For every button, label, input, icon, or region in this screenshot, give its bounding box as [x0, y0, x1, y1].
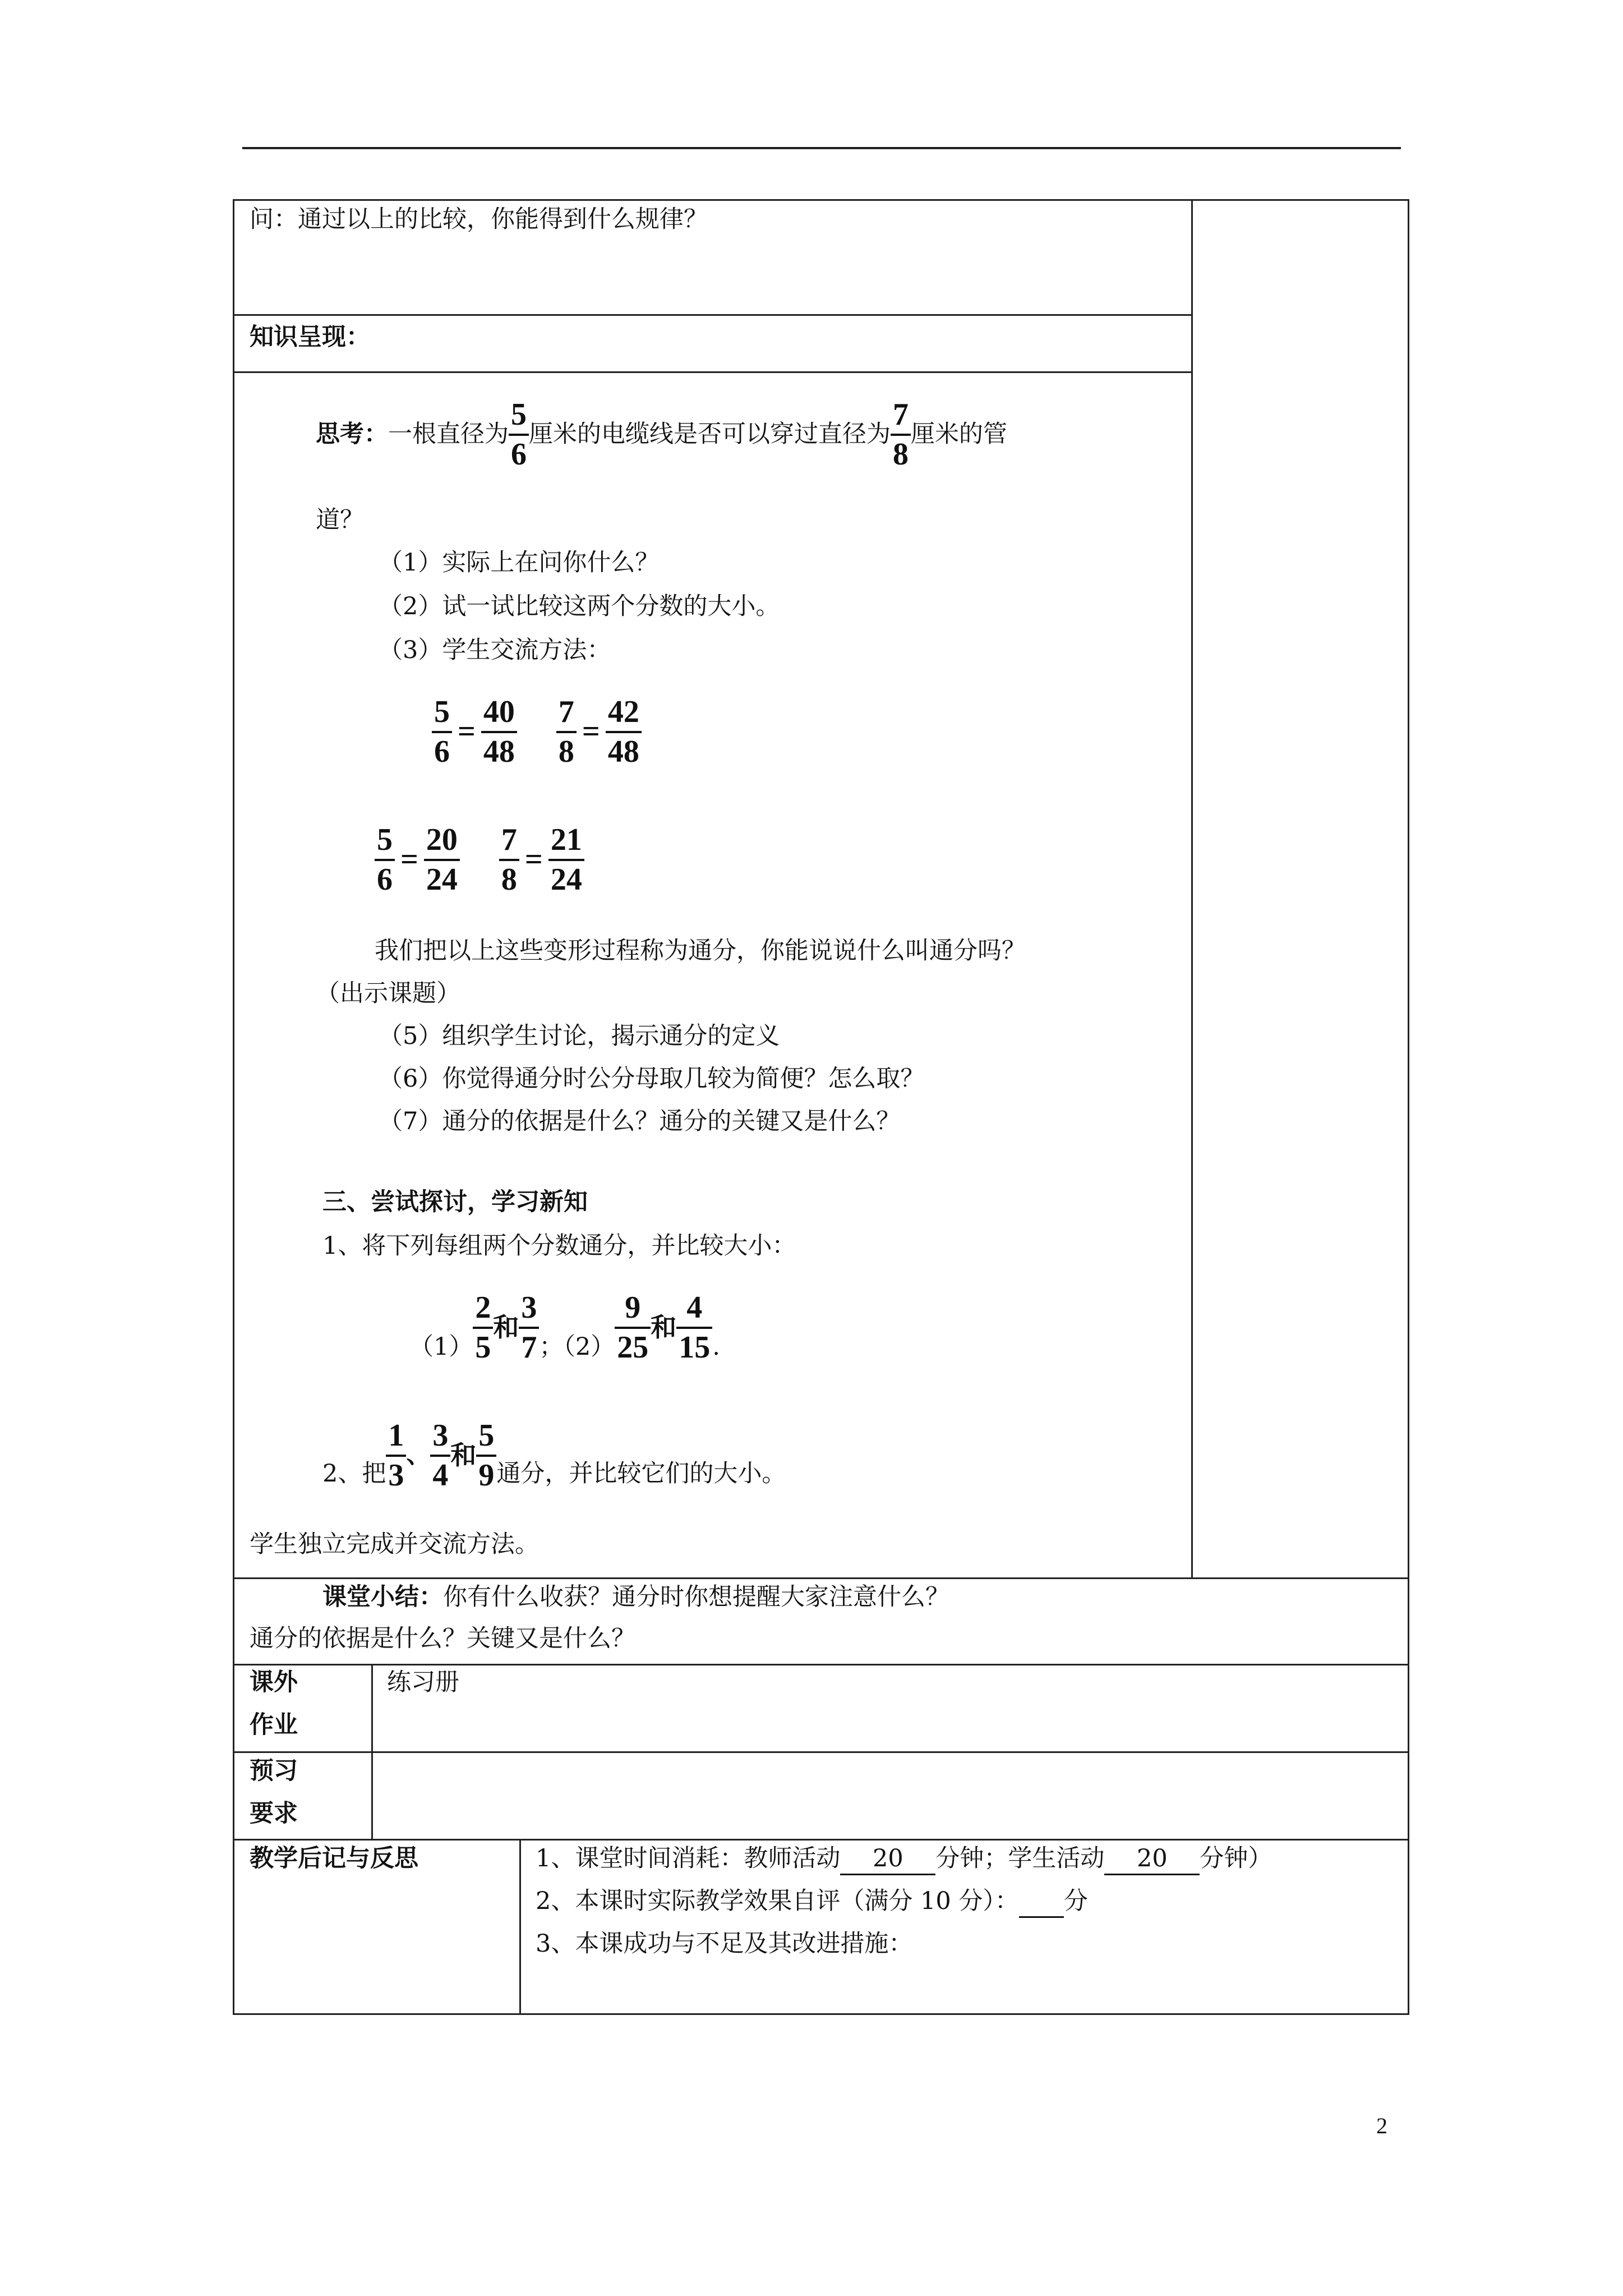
summary-label: 课堂小结： — [322, 1583, 443, 1611]
equals-sign: = — [524, 842, 543, 877]
reflection-line-2 — [536, 1887, 1088, 1918]
reflection-line-1 — [536, 1844, 1272, 1875]
fraction-7-8 — [891, 398, 911, 471]
fraction-denominator: 48 — [607, 734, 639, 769]
fraction-numerator: 7 — [558, 694, 574, 729]
equation-row-1 — [432, 696, 642, 769]
fraction-numerator: 42 — [607, 694, 639, 729]
score-text-b: 分 — [1063, 1887, 1088, 1915]
and-word: 和 — [651, 1312, 677, 1343]
equals-sign: = — [400, 842, 418, 877]
fraction-numerator: 40 — [483, 694, 515, 729]
fraction-denominator: 6 — [434, 734, 450, 769]
fraction-denominator: 6 — [377, 862, 393, 897]
row-divider-summary — [233, 1577, 1409, 1579]
think-continuation: 道？ — [316, 506, 364, 534]
dun-mark: 、 — [406, 1441, 431, 1469]
row-divider-question — [233, 314, 1193, 316]
fraction-numerator: 7 — [501, 822, 517, 857]
step-5: （5）组织学生讨论，揭示通分的定义 — [379, 1022, 780, 1050]
section-3-title: 三、尝试探讨，学习新知 — [322, 1188, 588, 1216]
summary-line-2: 通分的依据是什么？关键又是什么？ — [250, 1625, 635, 1653]
fraction-numerator: 9 — [625, 1290, 641, 1325]
think-line — [316, 398, 1007, 471]
preview-label-1: 预习 — [250, 1757, 298, 1785]
time-text-a: 1、课堂时间消耗：教师活动 — [536, 1844, 841, 1872]
row-divider-reflection — [233, 1839, 1409, 1841]
think-part1: 一根直径为 — [388, 420, 509, 448]
reflection-label-divider — [519, 1839, 521, 2015]
think-part3: 厘米的管 — [911, 420, 1007, 448]
and-word: 和 — [450, 1440, 477, 1471]
fraction — [556, 696, 577, 769]
question-text: 问：通过以上的比较，你能得到什么规律？ — [250, 205, 708, 233]
fraction — [548, 823, 584, 896]
equals-sign: = — [458, 714, 476, 749]
exercise-2-suffix: 通分，并比较它们的大小。 — [496, 1460, 786, 1488]
fraction — [499, 823, 519, 896]
equation-row-2 — [375, 823, 584, 896]
fraction-denominator: 24 — [550, 862, 582, 897]
reflection-label: 教学后记与反思 — [250, 1844, 418, 1872]
fraction-denominator: 24 — [426, 862, 458, 897]
exercise-2 — [322, 1419, 786, 1492]
knowledge-heading: 知识呈现： — [250, 323, 370, 351]
think-part2: 厘米的电缆线是否可以穿过直径为 — [529, 420, 891, 448]
teacher-minutes-field: 20 — [840, 1844, 935, 1875]
fraction-denominator: 8 — [893, 436, 909, 472]
tongfen-paragraph-cont: （出示课题） — [316, 979, 460, 1007]
fraction-numerator: 5 — [478, 1418, 495, 1453]
and-word: 和 — [493, 1312, 519, 1343]
think-label: 思考： — [316, 420, 388, 448]
fraction-numerator: 7 — [893, 397, 909, 432]
exercise-label-1: （1） — [409, 1333, 473, 1361]
student-minutes-field: 20 — [1104, 1844, 1200, 1875]
exercise-1-text: 1、将下列每组两个分数通分，并比较大小： — [322, 1232, 796, 1260]
exercise-2-prefix: 2、把 — [322, 1460, 386, 1488]
summary-text-1: 你有什么收获？通分时你想提醒大家注意什么？ — [443, 1583, 949, 1611]
fraction-numerator: 5 — [434, 694, 450, 729]
preview-label-2: 要求 — [250, 1800, 298, 1828]
fraction-denominator: 5 — [475, 1329, 491, 1365]
fraction — [476, 1419, 496, 1492]
row-divider-preview — [233, 1751, 1409, 1753]
exercise-end-dot: . — [712, 1333, 720, 1361]
fraction-numerator: 2 — [475, 1290, 491, 1325]
fraction-denominator: 25 — [617, 1329, 649, 1365]
time-text-c: 分钟） — [1200, 1844, 1272, 1872]
right-column-divider — [1191, 199, 1193, 1578]
score-field — [1019, 1887, 1064, 1918]
fraction-numerator: 4 — [686, 1290, 703, 1325]
homework-label-2: 作业 — [250, 1711, 298, 1739]
header-rule — [242, 147, 1401, 149]
fraction-denominator: 48 — [483, 734, 515, 769]
fraction-denominator: 9 — [478, 1457, 495, 1493]
fraction — [615, 1291, 651, 1364]
fraction — [375, 823, 395, 896]
fraction — [473, 1291, 493, 1364]
fraction-denominator: 7 — [521, 1329, 537, 1365]
step-3: （3）学生交流方法： — [379, 636, 611, 664]
step-1: （1）实际上在问你什么？ — [379, 549, 660, 577]
fraction — [424, 823, 460, 896]
fraction-numerator: 21 — [550, 822, 582, 857]
homework-content: 练习册 — [387, 1668, 459, 1696]
page-number: 2 — [1376, 2113, 1387, 2138]
fraction-5-6 — [509, 398, 529, 471]
row-divider-knowledge — [233, 371, 1193, 373]
fraction — [432, 696, 452, 769]
fraction-numerator: 3 — [432, 1418, 449, 1453]
exercise-1-fractions — [409, 1291, 720, 1364]
fraction-numerator: 1 — [388, 1418, 404, 1453]
score-text-a: 2、本课时实际教学效果自评（满分 10 分）： — [536, 1887, 1019, 1915]
fraction — [606, 696, 642, 769]
fraction-numerator: 5 — [377, 822, 393, 857]
step-2: （2）试一试比较这两个分数的大小。 — [379, 592, 780, 620]
fraction-numerator: 3 — [521, 1290, 537, 1325]
fraction — [430, 1419, 450, 1492]
fraction — [676, 1291, 712, 1364]
time-text-b: 分钟；学生活动 — [935, 1844, 1105, 1872]
tongfen-paragraph: 我们把以上这些变形过程称为通分，你能说说什么叫通分吗？ — [375, 937, 1026, 965]
exercise-separator: ；（2） — [539, 1333, 615, 1361]
step-7: （7）通分的依据是什么？通分的关键又是什么？ — [379, 1107, 901, 1135]
reflection-line-3: 3、本课成功与不足及其改进措施： — [536, 1930, 913, 1958]
students-line: 学生独立完成并交流方法。 — [250, 1530, 539, 1558]
fraction-denominator: 6 — [511, 436, 527, 472]
fraction — [519, 1291, 539, 1364]
step-6: （6）你觉得通分时公分母取几较为简便？怎么取？ — [379, 1065, 925, 1093]
fraction-numerator: 20 — [426, 822, 458, 857]
fraction-denominator: 3 — [388, 1457, 404, 1493]
fraction — [481, 696, 517, 769]
fraction-denominator: 8 — [558, 734, 574, 769]
fraction-denominator: 4 — [432, 1457, 449, 1493]
fraction-numerator: 5 — [511, 397, 527, 432]
fraction-denominator: 15 — [679, 1329, 711, 1365]
homework-label-divider — [371, 1664, 373, 1839]
summary-line-1 — [322, 1583, 949, 1612]
row-divider-homework — [233, 1664, 1409, 1665]
fraction — [386, 1419, 406, 1492]
homework-label-1: 课外 — [250, 1668, 298, 1696]
equals-sign: = — [582, 714, 600, 749]
fraction-denominator: 8 — [501, 862, 517, 897]
